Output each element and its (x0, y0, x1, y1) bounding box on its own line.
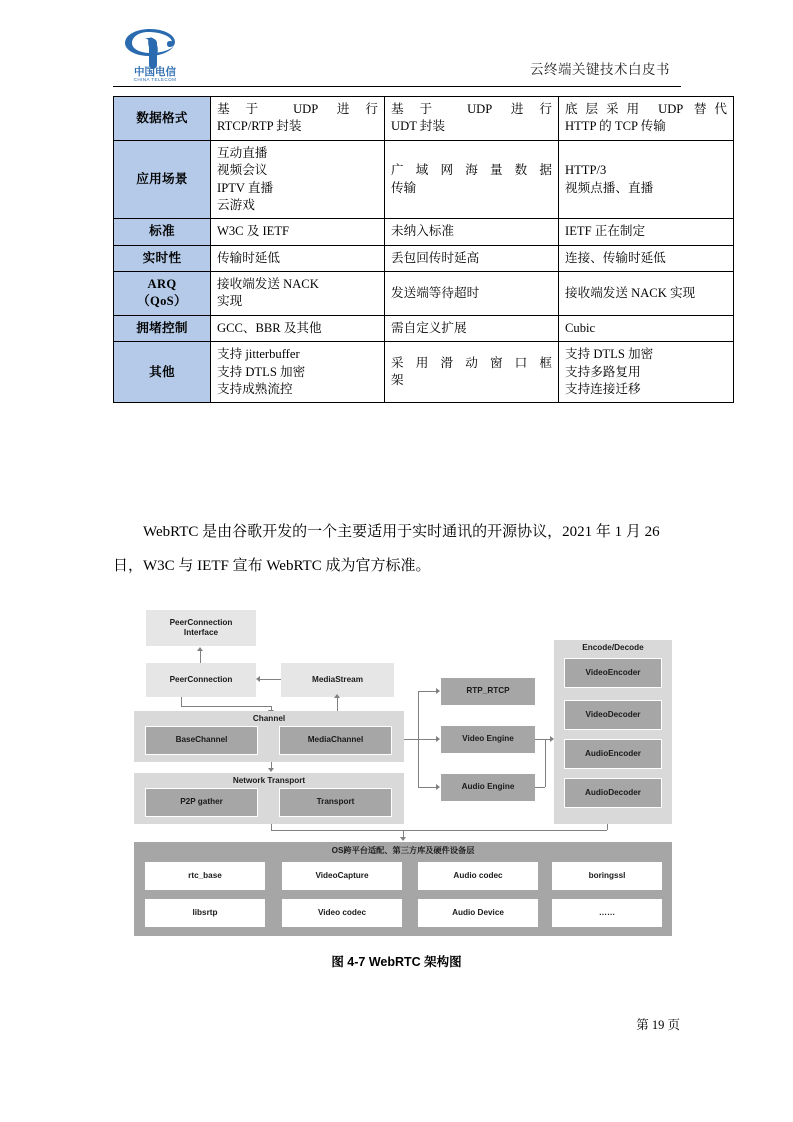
cell-line: 基于 UDP 进行 (391, 102, 552, 116)
webrtc-architecture-diagram (126, 598, 672, 916)
cell-line: 云游戏 (217, 197, 255, 212)
arrowhead-up (197, 647, 203, 651)
row-key: 实时性 (114, 245, 211, 271)
diagram-box-os-item: rtc_base (145, 862, 265, 890)
cell-line: 支持 jitterbuffer (217, 347, 300, 362)
row-key: 其他 (114, 342, 211, 403)
cell-line: 支持 DTLS 加密 (565, 347, 654, 362)
diagram-box-audio-encoder: AudioEncoder (564, 739, 662, 769)
cell-line: 实现 (217, 294, 243, 309)
cell-line: RTCP/RTP 封装 (217, 119, 302, 134)
arrowhead-right (436, 688, 440, 694)
arrowhead-up (334, 694, 340, 698)
container-title-network-transport: Network Transport (232, 776, 306, 785)
row-cell-quic (559, 342, 734, 403)
cell-line: 支持连接迁移 (565, 381, 641, 396)
diagram-box-audio-decoder: AudioDecoder (564, 778, 662, 808)
cell-line: 传输 (391, 180, 417, 195)
connector-pc-down (181, 697, 182, 706)
cell-line: UDT 封装 (391, 119, 445, 134)
row-cell-webrtc (211, 97, 385, 141)
diagram-container-os-layer (134, 842, 672, 936)
connector-engines-trunk (418, 691, 419, 787)
row-cell-udt (385, 140, 559, 219)
diagram-box-mediachannel: MediaChannel (279, 726, 392, 755)
diagram-box-os-item: libsrtp (145, 899, 265, 927)
diagram-box-os-item: Audio codec (418, 862, 538, 890)
diagram-box-audio-engine: Audio Engine (441, 774, 535, 801)
row-key: 数据格式 (114, 97, 211, 141)
box-label-line: Interface (183, 628, 219, 637)
cell-line: IPTV 直播 (217, 180, 274, 195)
arrowhead-right (436, 784, 440, 790)
header-divider (113, 86, 681, 87)
diagram-box-peerconnection-interface (146, 610, 256, 646)
row-cell-quic: 接收端发送 NACK 实现 (559, 272, 734, 316)
row-cell-webrtc: GCC、BBR 及其他 (211, 315, 385, 341)
connector-pc-elbow (181, 706, 271, 707)
cell-line: 支持 DTLS 加密 (217, 364, 306, 379)
container-title-encode-decode: Encode/Decode (582, 643, 644, 652)
table-row (114, 272, 734, 316)
cell-line: 基于 UDP 进行 (217, 102, 378, 116)
row-cell-udt: 未纳入标准 (385, 219, 559, 245)
cell-line: 视频点播、直播 (565, 180, 654, 195)
page-header (0, 0, 793, 86)
diagram-box-os-item: Audio Device (418, 899, 538, 927)
row-cell-webrtc (211, 272, 385, 316)
table-body (114, 97, 734, 403)
cell-line: 底层采用 UDP 替代 (565, 102, 727, 116)
row-cell-udt: 需自定义扩展 (385, 315, 559, 341)
row-key: 标准 (114, 219, 211, 245)
diagram-box-video-engine: Video Engine (441, 726, 535, 753)
page-number: 第 19 页 (636, 1018, 680, 1032)
row-key-line: （QoS） (137, 294, 187, 309)
table-row (114, 97, 734, 141)
row-cell-quic (559, 140, 734, 219)
container-title-channel: Channel (252, 714, 286, 723)
row-cell-webrtc: 传输时延低 (211, 245, 385, 271)
row-cell-udt (385, 97, 559, 141)
row-cell-udt: 丢包回传时延高 (385, 245, 559, 271)
cell-line: 采用滑动窗口框 (391, 355, 552, 370)
logo-en-text: CHINA TELECOM (133, 77, 177, 82)
arrowhead-left (256, 676, 260, 682)
cell-line: 接收端发送 NACK (217, 277, 319, 291)
row-cell-quic (559, 97, 734, 141)
diagram-box-rtp-rtcp: RTP_RTCP (441, 678, 535, 705)
diagram-box-os-item: Video codec (282, 899, 402, 927)
diagram-container-encode-decode (554, 640, 672, 824)
row-cell-webrtc (211, 342, 385, 403)
arrowhead-down (400, 837, 406, 841)
connector-ae-right (535, 787, 545, 788)
china-telecom-logo (117, 26, 193, 82)
row-cell-quic: IETF 正在制定 (559, 219, 734, 245)
row-key (114, 272, 211, 316)
diagram-container-channel (134, 711, 404, 762)
header-title: 云终端关键技术白皮书 (530, 62, 670, 77)
connector-ms-to-pc (259, 679, 281, 680)
table-row (114, 245, 734, 271)
cell-line: 广域网海量数据 (391, 163, 552, 178)
protocol-comparison-table (113, 96, 734, 403)
row-cell-webrtc (211, 140, 385, 219)
connector-engines-join (545, 739, 546, 787)
row-cell-webrtc: W3C 及 IETF (211, 219, 385, 245)
table-row (114, 219, 734, 245)
row-key-line: ARQ (147, 277, 177, 291)
arrowhead-right (436, 736, 440, 742)
diagram-box-os-item: …… (552, 899, 662, 927)
table-row (114, 342, 734, 403)
connector-pc-to-pci (200, 650, 201, 663)
row-cell-quic: Cubic (559, 315, 734, 341)
cell-line: 互动直播 (217, 145, 268, 160)
logo-cn-text: 中国电信 (134, 66, 176, 78)
diagram-box-transport: Transport (279, 788, 392, 817)
container-title-os-layer: OS跨平台适配、第三方库及硬件设备层 (331, 846, 475, 855)
box-label-line: PeerConnection (169, 617, 233, 627)
cell-line: 视频会议 (217, 163, 268, 178)
cell-line: 架 (391, 373, 404, 388)
diagram-box-mediastream: MediaStream (281, 663, 394, 697)
cell-line: HTTP/3 (565, 163, 607, 178)
connector-codec-down (607, 824, 608, 830)
body-paragraph: WebRTC 是由谷歌开发的一个主要适用于实时通讯的开源协议，2021 年 1 月 26 日，W3C 与 IETF 宣布 WebRTC 成为官方标准。 (113, 524, 660, 574)
diagram-box-basechannel: BaseChannel (145, 726, 258, 755)
row-cell-quic: 连接、传输时延低 (559, 245, 734, 271)
row-key: 拥堵控制 (114, 315, 211, 341)
connector-mc-right (404, 739, 439, 740)
table-row (114, 315, 734, 341)
connector-bottom-bus (271, 830, 607, 831)
row-cell-udt (385, 342, 559, 403)
cell-line: 支持多路复用 (565, 364, 641, 379)
diagram-box-p2p-gather: P2P gather (145, 788, 258, 817)
row-cell-udt: 发送端等待超时 (385, 272, 559, 316)
arrowhead-down (268, 768, 274, 772)
figure-caption: 图 4-7 WebRTC 架构图 (331, 955, 462, 969)
diagram-box-video-encoder: VideoEncoder (564, 658, 662, 688)
logo-svg (117, 26, 193, 82)
diagram-box-os-item: VideoCapture (282, 862, 402, 890)
diagram-container-network-transport (134, 773, 404, 824)
table-row (114, 140, 734, 219)
connector-ve-right (535, 739, 545, 740)
diagram-box-os-item: boringssl (552, 862, 662, 890)
diagram-box-peerconnection: PeerConnection (146, 663, 256, 697)
row-key: 应用场景 (114, 140, 211, 219)
cell-line: 支持成熟流控 (217, 381, 293, 396)
cell-line: HTTP 的 TCP 传输 (565, 119, 666, 134)
diagram-box-video-decoder: VideoDecoder (564, 700, 662, 730)
